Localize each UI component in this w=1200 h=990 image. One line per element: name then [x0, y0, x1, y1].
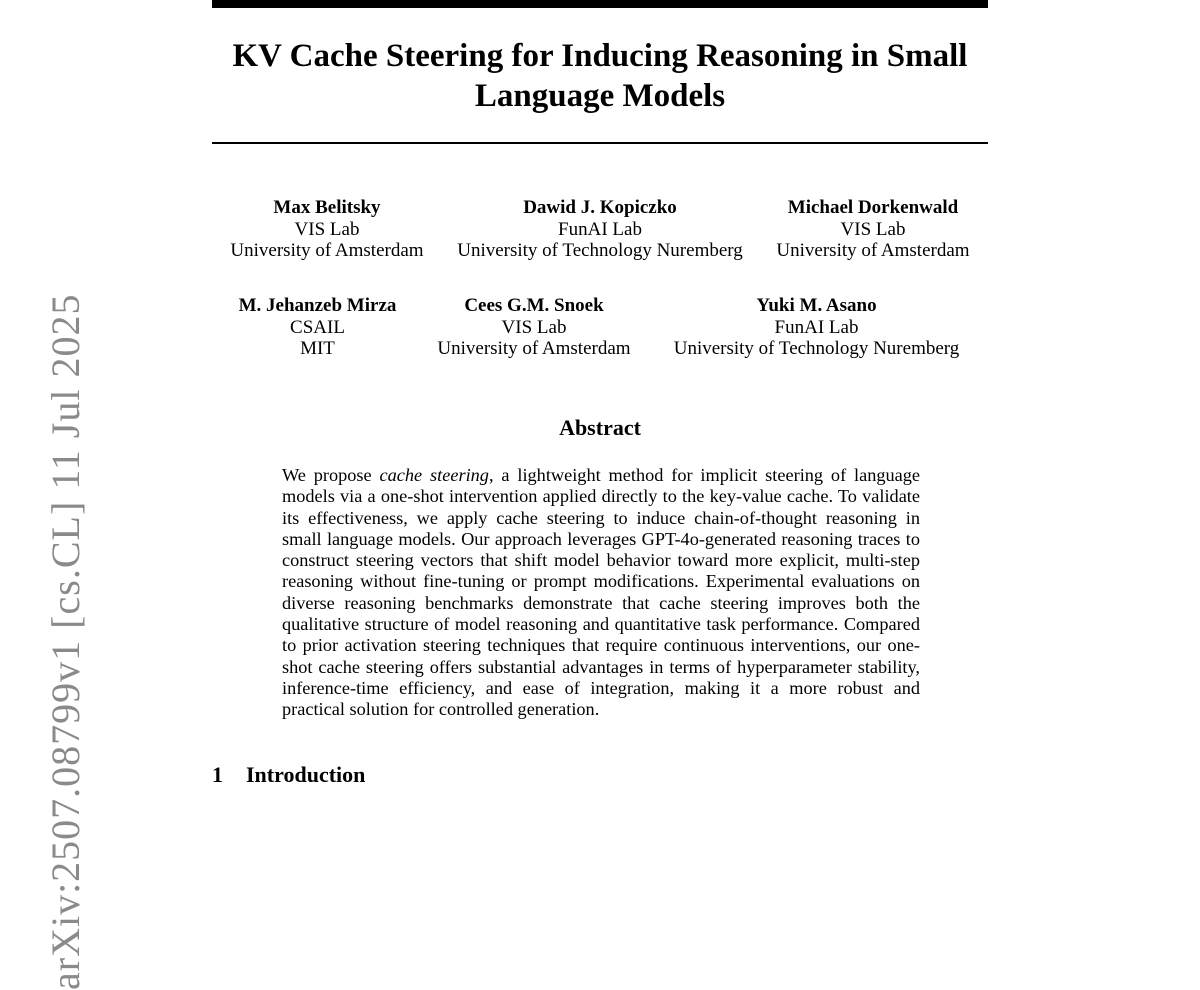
section-number: 1 [212, 762, 223, 787]
author-name: Cees G.M. Snoek [464, 295, 604, 316]
author-block [236, 295, 399, 360]
author-name: Max Belitsky [273, 197, 381, 218]
author-block [668, 295, 965, 360]
top-rule [212, 0, 988, 8]
author-institution: University of Amsterdam [437, 338, 631, 359]
author-institution: University of Technology Nuremberg [673, 338, 960, 359]
author-name: Yuki M. Asano [756, 295, 877, 316]
abstract-emphasis: cache steering [379, 465, 489, 485]
author-block [773, 197, 973, 262]
abstract-body: , a lightweight method for implicit steering of language models via a one-shot intervention applied directly to the key-value cache. To validate its effectiveness, we apply cache steering to induce chain-of-thought reasoning in small language models. Our approach leverages GPT-4o-generated reasoning traces to construct steering vectors that shift model behavior toward more explicit, multi-step reasoning without fine-tuning or prompt modifications. Experimental evaluations on diverse reasoning benchmarks demonstrate that cache steering improves both the qualitative structure of model reasoning and quantitative task performance. Compared to prior activation steering techniques that require continuous interventions, our one-shot cache steering offers substantial advantages in terms of hyperparameter stability, inference-time efficiency, and ease of integration, making it a more robust and practical solution for controlled generation. [282, 465, 921, 720]
abstract-text [282, 465, 920, 721]
author-institution: University of Amsterdam [776, 240, 970, 261]
author-institution: MIT [300, 338, 335, 359]
author-name: M. Jehanzeb Mirza [238, 295, 397, 316]
author-block [433, 295, 635, 360]
author-block [452, 197, 748, 262]
abstract-lead: We propose [282, 465, 380, 485]
author-lab: FunAI Lab [774, 316, 859, 338]
author-block [228, 197, 426, 262]
author-lab: VIS Lab [294, 218, 360, 240]
author-lab: CSAIL [290, 316, 345, 338]
author-lab: VIS Lab [840, 218, 906, 240]
author-name: Dawid J. Kopiczko [523, 197, 677, 218]
author-institution: University of Amsterdam [230, 240, 424, 261]
paper-title: KV Cache Steering for Inducing Reasoning in Small Language Models [232, 38, 968, 114]
author-lab: FunAI Lab [558, 218, 642, 240]
author-institution: University of Technology Nuremberg [457, 240, 743, 261]
section-heading [212, 761, 365, 789]
author-lab: VIS Lab [501, 316, 567, 338]
author-name: Michael Dorkenwald [787, 197, 959, 218]
title-rule [212, 142, 988, 144]
section-title: Introduction [246, 762, 366, 787]
arxiv-stamp: arXiv:2507.08799v1 [cs.CL] 11 Jul 2025 [43, 293, 88, 990]
abstract-heading: Abstract [559, 415, 641, 440]
